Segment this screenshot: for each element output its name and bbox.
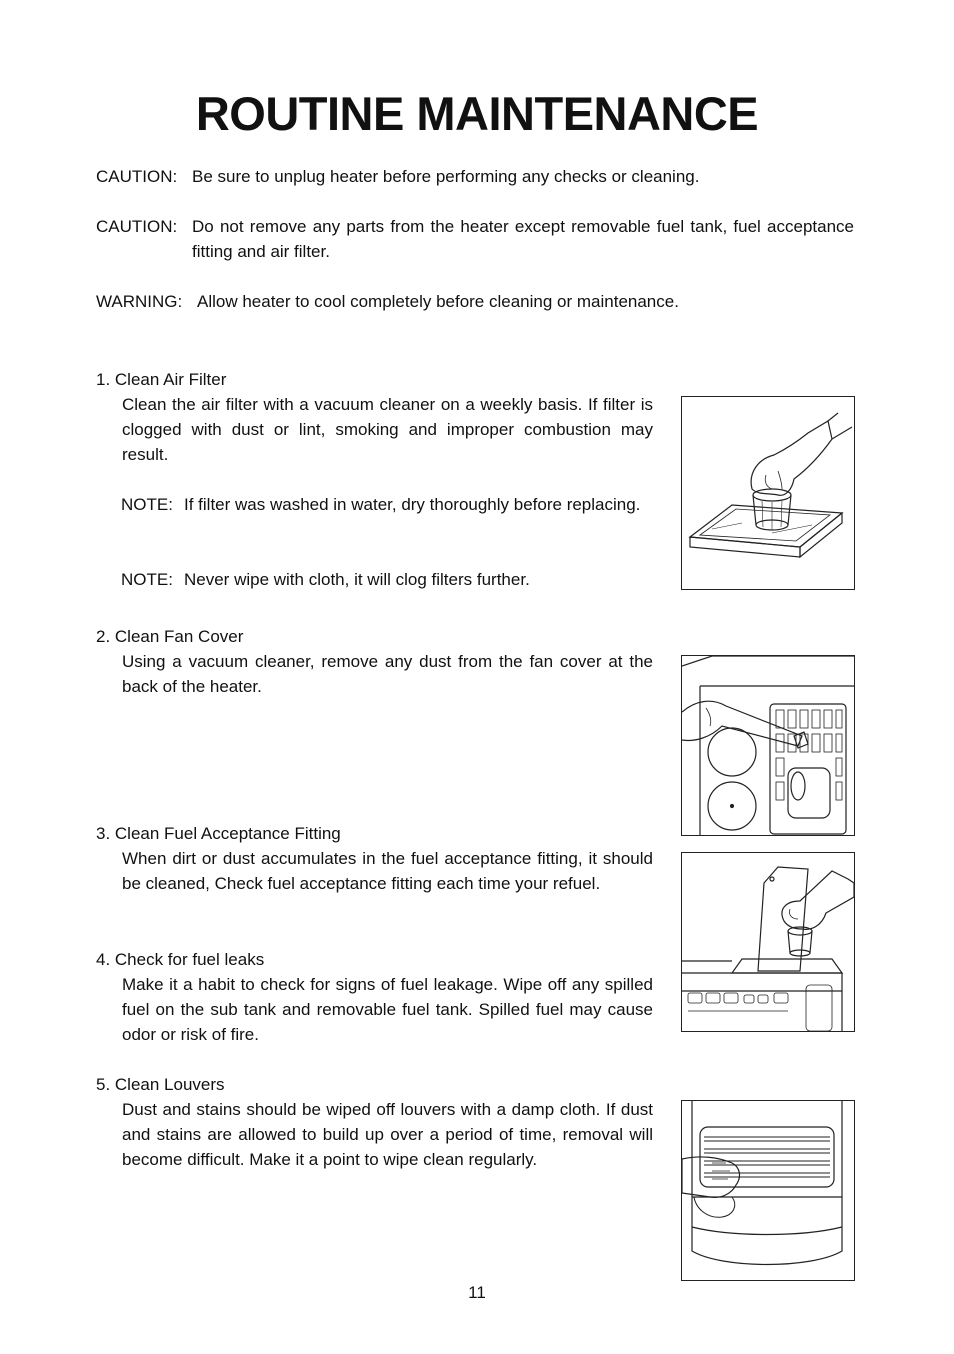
fuel-fitting-illustration (681, 852, 855, 1032)
item-2-body: Using a vacuum cleaner, remove any dust from the fan cover at the back of the heater. (122, 652, 653, 696)
caution-label: CAUTION: (96, 217, 178, 236)
item-3-title: 3. Clean Fuel Acceptance Fitting (96, 824, 341, 843)
item-4-body: Make it a habit to check for signs of fuel leakage. Wipe off any spilled fuel on the sub tank and removable fuel tank. Spilled fuel may cause odor or risk of fire. (122, 975, 653, 1044)
note-label: NOTE: (121, 495, 173, 514)
note-text: If filter was washed in water, dry thoroughly before replacing. (184, 495, 641, 514)
note-2 (121, 567, 653, 592)
caution-2 (96, 214, 854, 264)
item-2-title: 2. Clean Fan Cover (96, 627, 244, 646)
fan-cover-illustration (681, 655, 855, 836)
caution-text: Be sure to unplug heater before performing any checks or cleaning. (192, 167, 700, 186)
item-5-title: 5. Clean Louvers (96, 1075, 225, 1094)
page-title: ROUTINE MAINTENANCE (195, 87, 759, 140)
item-4-title: 4. Check for fuel leaks (96, 950, 265, 969)
caution-label: CAUTION: (96, 167, 178, 186)
warning-label: WARNING: (96, 292, 183, 311)
page-number: 11 (468, 1283, 486, 1302)
caution-text: Do not remove any parts from the heater except removable fuel tank, fuel acceptance fitting and air filter. (192, 217, 854, 261)
item-3-body: When dirt or dust accumulates in the fuel acceptance fitting, it should be cleaned, Check fuel acceptance fitting each time your refuel. (122, 849, 653, 893)
item-1-body: Clean the air filter with a vacuum cleaner on a weekly basis. If filter is clogged with dust or lint, smoking and improper combustion may result. (122, 395, 653, 464)
note-label: NOTE: (121, 570, 173, 589)
note-text: Never wipe with cloth, it will clog filters further. (184, 570, 530, 589)
warning (96, 289, 854, 314)
item-5-body: Dust and stains should be wiped off louvers with a damp cloth. If dust and stains are allowed to build up over a period of time, removal will become difficult. Make it a point to wipe clean regularly. (122, 1100, 653, 1169)
warning-text: Allow heater to cool completely before cleaning or maintenance. (197, 292, 679, 311)
note-1 (121, 492, 653, 517)
item-1-title: 1. Clean Air Filter (96, 370, 227, 389)
louvers-illustration (681, 1100, 855, 1281)
air-filter-illustration (681, 396, 855, 590)
caution-1 (96, 164, 854, 189)
